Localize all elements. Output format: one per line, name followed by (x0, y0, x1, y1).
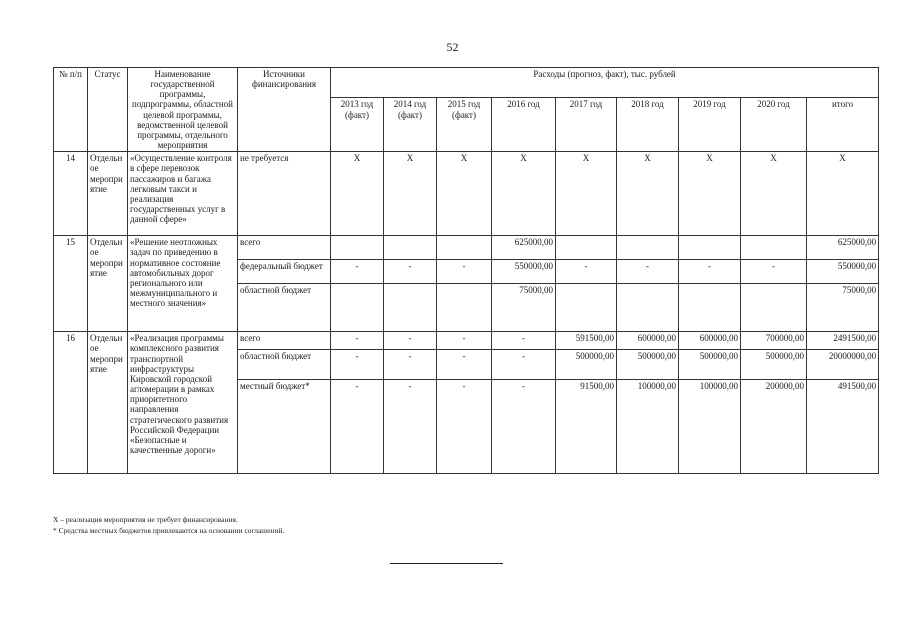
value-cell (384, 284, 437, 332)
value-cell: - (679, 260, 741, 284)
value-cell: - (437, 260, 492, 284)
row-status: Отдельное мероприятие (88, 236, 128, 332)
row-source: местный бюджет* (238, 380, 331, 474)
value-cell (331, 284, 384, 332)
value-cell: - (492, 350, 556, 380)
value-cell: - (331, 350, 384, 380)
col-header-year: 2013 год (факт) (331, 98, 384, 152)
value-cell (556, 236, 617, 260)
value-cell: - (331, 380, 384, 474)
value-cell: - (617, 260, 679, 284)
value-cell: 100000,00 (617, 380, 679, 474)
value-cell: - (384, 260, 437, 284)
header-row (54, 68, 879, 98)
bottom-rule (390, 563, 503, 564)
value-cell (437, 236, 492, 260)
value-cell: 600000,00 (679, 332, 741, 350)
value-cell: 625000,00 (807, 236, 879, 260)
value-cell: 500000,00 (617, 350, 679, 380)
value-cell: 500000,00 (741, 350, 807, 380)
footnote-x: X – реализация мероприятия не требует финансирования. (53, 515, 238, 524)
value-cell: 500000,00 (679, 350, 741, 380)
footnotes (53, 515, 284, 537)
value-cell: X (492, 152, 556, 236)
value-cell: - (741, 260, 807, 284)
col-header-year: 2017 год (556, 98, 617, 152)
col-header-expenses: Расходы (прогноз, факт), тыс. рублей (331, 68, 879, 98)
row-name: «Реализация программы комплексного развития транспортной инфраструктуры Кировской городской агломерации в рамках приоритетного направления стратегического развития Российской Федерации «Безопасные и качественные дороги» (128, 332, 238, 474)
value-cell (617, 284, 679, 332)
value-cell: - (437, 332, 492, 350)
value-cell: X (617, 152, 679, 236)
row-number: 14 (54, 152, 88, 236)
value-cell (556, 284, 617, 332)
value-cell: X (679, 152, 741, 236)
value-cell: - (492, 380, 556, 474)
value-cell: - (556, 260, 617, 284)
col-header-year: 2019 год (679, 98, 741, 152)
value-cell (331, 236, 384, 260)
value-cell: - (437, 380, 492, 474)
value-cell: 20000000,00 (807, 350, 879, 380)
value-cell: 550000,00 (492, 260, 556, 284)
col-header-num: № п/п (54, 68, 88, 152)
value-cell: - (384, 350, 437, 380)
value-cell (741, 236, 807, 260)
row-source: федеральный бюджет (238, 260, 331, 284)
value-cell: - (384, 332, 437, 350)
table-row (54, 236, 879, 260)
col-header-year: 2018 год (617, 98, 679, 152)
row-name: «Решение неотложных задач по приведению в нормативное состояние автомобильных дорог регионального или межмуниципального и местного значения» (128, 236, 238, 332)
col-header-year: итого (807, 98, 879, 152)
col-header-name: Наименование государственной программы, подпрограммы, областной целевой программы, ведомственной целевой программы, отдельного мероприятия (128, 68, 238, 152)
col-header-status: Статус (88, 68, 128, 152)
value-cell: X (384, 152, 437, 236)
col-header-year: 2015 год (факт) (437, 98, 492, 152)
value-cell: 500000,00 (556, 350, 617, 380)
value-cell: 91500,00 (556, 380, 617, 474)
value-cell: - (492, 332, 556, 350)
value-cell: 600000,00 (617, 332, 679, 350)
value-cell: - (437, 350, 492, 380)
value-cell: 100000,00 (679, 380, 741, 474)
value-cell: X (807, 152, 879, 236)
value-cell (741, 284, 807, 332)
value-cell: 591500,00 (556, 332, 617, 350)
value-cell (679, 284, 741, 332)
value-cell: X (437, 152, 492, 236)
row-source: областной бюджет (238, 350, 331, 380)
value-cell: 491500,00 (807, 380, 879, 474)
table-body (54, 152, 879, 474)
value-cell (437, 284, 492, 332)
value-cell: 200000,00 (741, 380, 807, 474)
col-header-year: 2016 год (492, 98, 556, 152)
value-cell (679, 236, 741, 260)
value-cell: - (331, 260, 384, 284)
value-cell (617, 236, 679, 260)
footnote-local-budget: * Средства местных бюджетов привлекаются на основании соглашений. (53, 525, 285, 535)
col-header-sources: Источники финансирования (238, 68, 331, 152)
row-source: областной бюджет (238, 284, 331, 332)
col-header-year: 2014 год (факт) (384, 98, 437, 152)
col-header-year: 2020 год (741, 98, 807, 152)
row-name: «Осуществление контроля в сфере перевозок пассажиров и багажа легковым такси и реализация государственных услуг в данной сфере» (128, 152, 238, 236)
value-cell: 75000,00 (807, 284, 879, 332)
value-cell: - (331, 332, 384, 350)
value-cell: X (331, 152, 384, 236)
value-cell: 700000,00 (741, 332, 807, 350)
row-status: Отдельное мероприятие (88, 152, 128, 236)
value-cell: 550000,00 (807, 260, 879, 284)
value-cell: X (556, 152, 617, 236)
expenses-table (53, 67, 879, 474)
row-source: всего (238, 332, 331, 350)
value-cell: X (741, 152, 807, 236)
value-cell (384, 236, 437, 260)
value-cell: 625000,00 (492, 236, 556, 260)
row-number: 15 (54, 236, 88, 332)
value-cell: - (384, 380, 437, 474)
value-cell: 2491500,00 (807, 332, 879, 350)
value-cell: 75000,00 (492, 284, 556, 332)
row-number: 16 (54, 332, 88, 474)
table-row (54, 332, 879, 350)
table-row (54, 152, 879, 236)
row-source: всего (238, 236, 331, 260)
row-status: Отдельное мероприятие (88, 332, 128, 474)
row-source: не требуется (238, 152, 331, 236)
page-number: 52 (446, 40, 459, 54)
